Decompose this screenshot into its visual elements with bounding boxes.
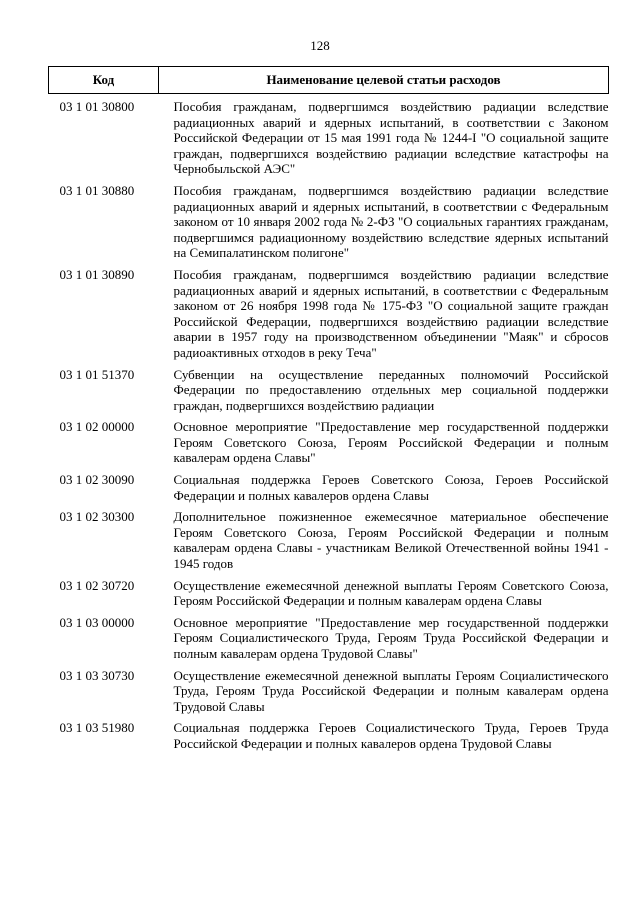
header-code: Код	[49, 67, 159, 94]
table-row	[49, 615, 609, 668]
row-name: Пособия гражданам, подвергшимся воздействию радиации вследствие радиационных аварий и ядерных испытаний, в соответствии с Федеральным законом от 10 января 2002 года № 2-ФЗ "О социальных гарантиях гражданам, подвергшимся радиационному воздействию вследствие ядерных испытаний на Семипалатинском полигоне"	[173, 182, 609, 261]
header-name: Наименование целевой статьи расходов	[159, 67, 609, 94]
row-name: Социальная поддержка Героев Социалистического Труда, Героев Труда Российской Федерации и полных кавалеров ордена Трудовой Славы	[173, 720, 609, 751]
row-name: Социальная поддержка Героев Советского Союза, Героев Российской Федерации и полных кавалеров ордена Славы	[173, 472, 609, 503]
table-row	[49, 183, 609, 267]
row-code: 03 1 03 00000	[59, 614, 135, 630]
table-row	[49, 267, 609, 367]
row-name: Пособия гражданам, подвергшимся воздействию радиации вследствие радиационных аварий и ядерных испытаний, в соответствии с Законом Российской Федерации от 15 мая 1991 года № 1244-I "О социальной защите граждан, подвергшихся воздействию радиации вследствие катастрофы на Чернобыльской АЭС"	[173, 99, 609, 177]
row-name: Осуществление ежемесячной денежной выплаты Героям Социалистического Труда, Героям Труда Российской Федерации и полным кавалерам ордена Трудовой Славы	[173, 667, 609, 714]
row-name: Основное мероприятие "Предоставление мер государственной поддержки Героям Социалистического Труда, Героям Труда Российской Федерации и полным кавалерам ордена Трудовой Славы"	[173, 614, 609, 661]
row-code: 03 1 02 30090	[59, 472, 135, 488]
table-row	[49, 472, 609, 509]
row-code: 03 1 01 30890	[59, 266, 135, 282]
row-name: Субвенции на осуществление переданных полномочий Российской Федерации по предоставлению отдельных мер социальной поддержки граждан, подвергшихся воздействию радиации	[173, 366, 609, 413]
table-row	[49, 367, 609, 420]
row-name: Пособия гражданам, подвергшимся воздействию радиации вследствие радиационных аварий и ядерных испытаний, в соответствии с Федеральным законом от 26 ноября 1998 года № 175-ФЗ "О социальной защите граждан Российской Федерации, подвергшихся воздействию радиации вследствие аварии в 1957 году на производственном объединении "Маяк" и сбросов радиоактивных отходов в реку Теча"	[173, 266, 609, 360]
table-row	[49, 419, 609, 472]
row-code: 03 1 02 30720	[59, 577, 135, 593]
row-code: 03 1 03 51980	[59, 720, 135, 736]
budget-table	[48, 66, 609, 758]
table-row	[49, 94, 609, 183]
table-row	[49, 578, 609, 615]
row-code: 03 1 01 30800	[59, 99, 135, 114]
table-row	[49, 668, 609, 721]
row-name: Дополнительное пожизненное ежемесячное материальное обеспечение Героям Советского Союза, Героям Российской Федерации и полным кавалерам ордена Славы - участникам Великой Отечественной войны 1941 - 1945 годов	[173, 509, 609, 572]
table-row	[49, 720, 609, 757]
row-name: Осуществление ежемесячной денежной выплаты Героям Советского Союза, Героям Российской Федерации и полным кавалерам ордена Славы	[173, 577, 609, 609]
row-code: 03 1 01 30880	[59, 182, 135, 198]
row-name: Основное мероприятие "Предоставление мер государственной поддержки Героям Советского Союза, Героям Российской Федерации и полным кавалерам ордена Славы"	[173, 419, 609, 466]
table-row	[49, 509, 609, 577]
page-number: 128	[310, 38, 330, 53]
table-header-row	[49, 67, 609, 94]
row-code: 03 1 02 00000	[59, 419, 135, 435]
row-code: 03 1 01 51370	[59, 366, 135, 382]
row-code: 03 1 03 30730	[59, 667, 135, 683]
row-code: 03 1 02 30300	[59, 509, 135, 525]
